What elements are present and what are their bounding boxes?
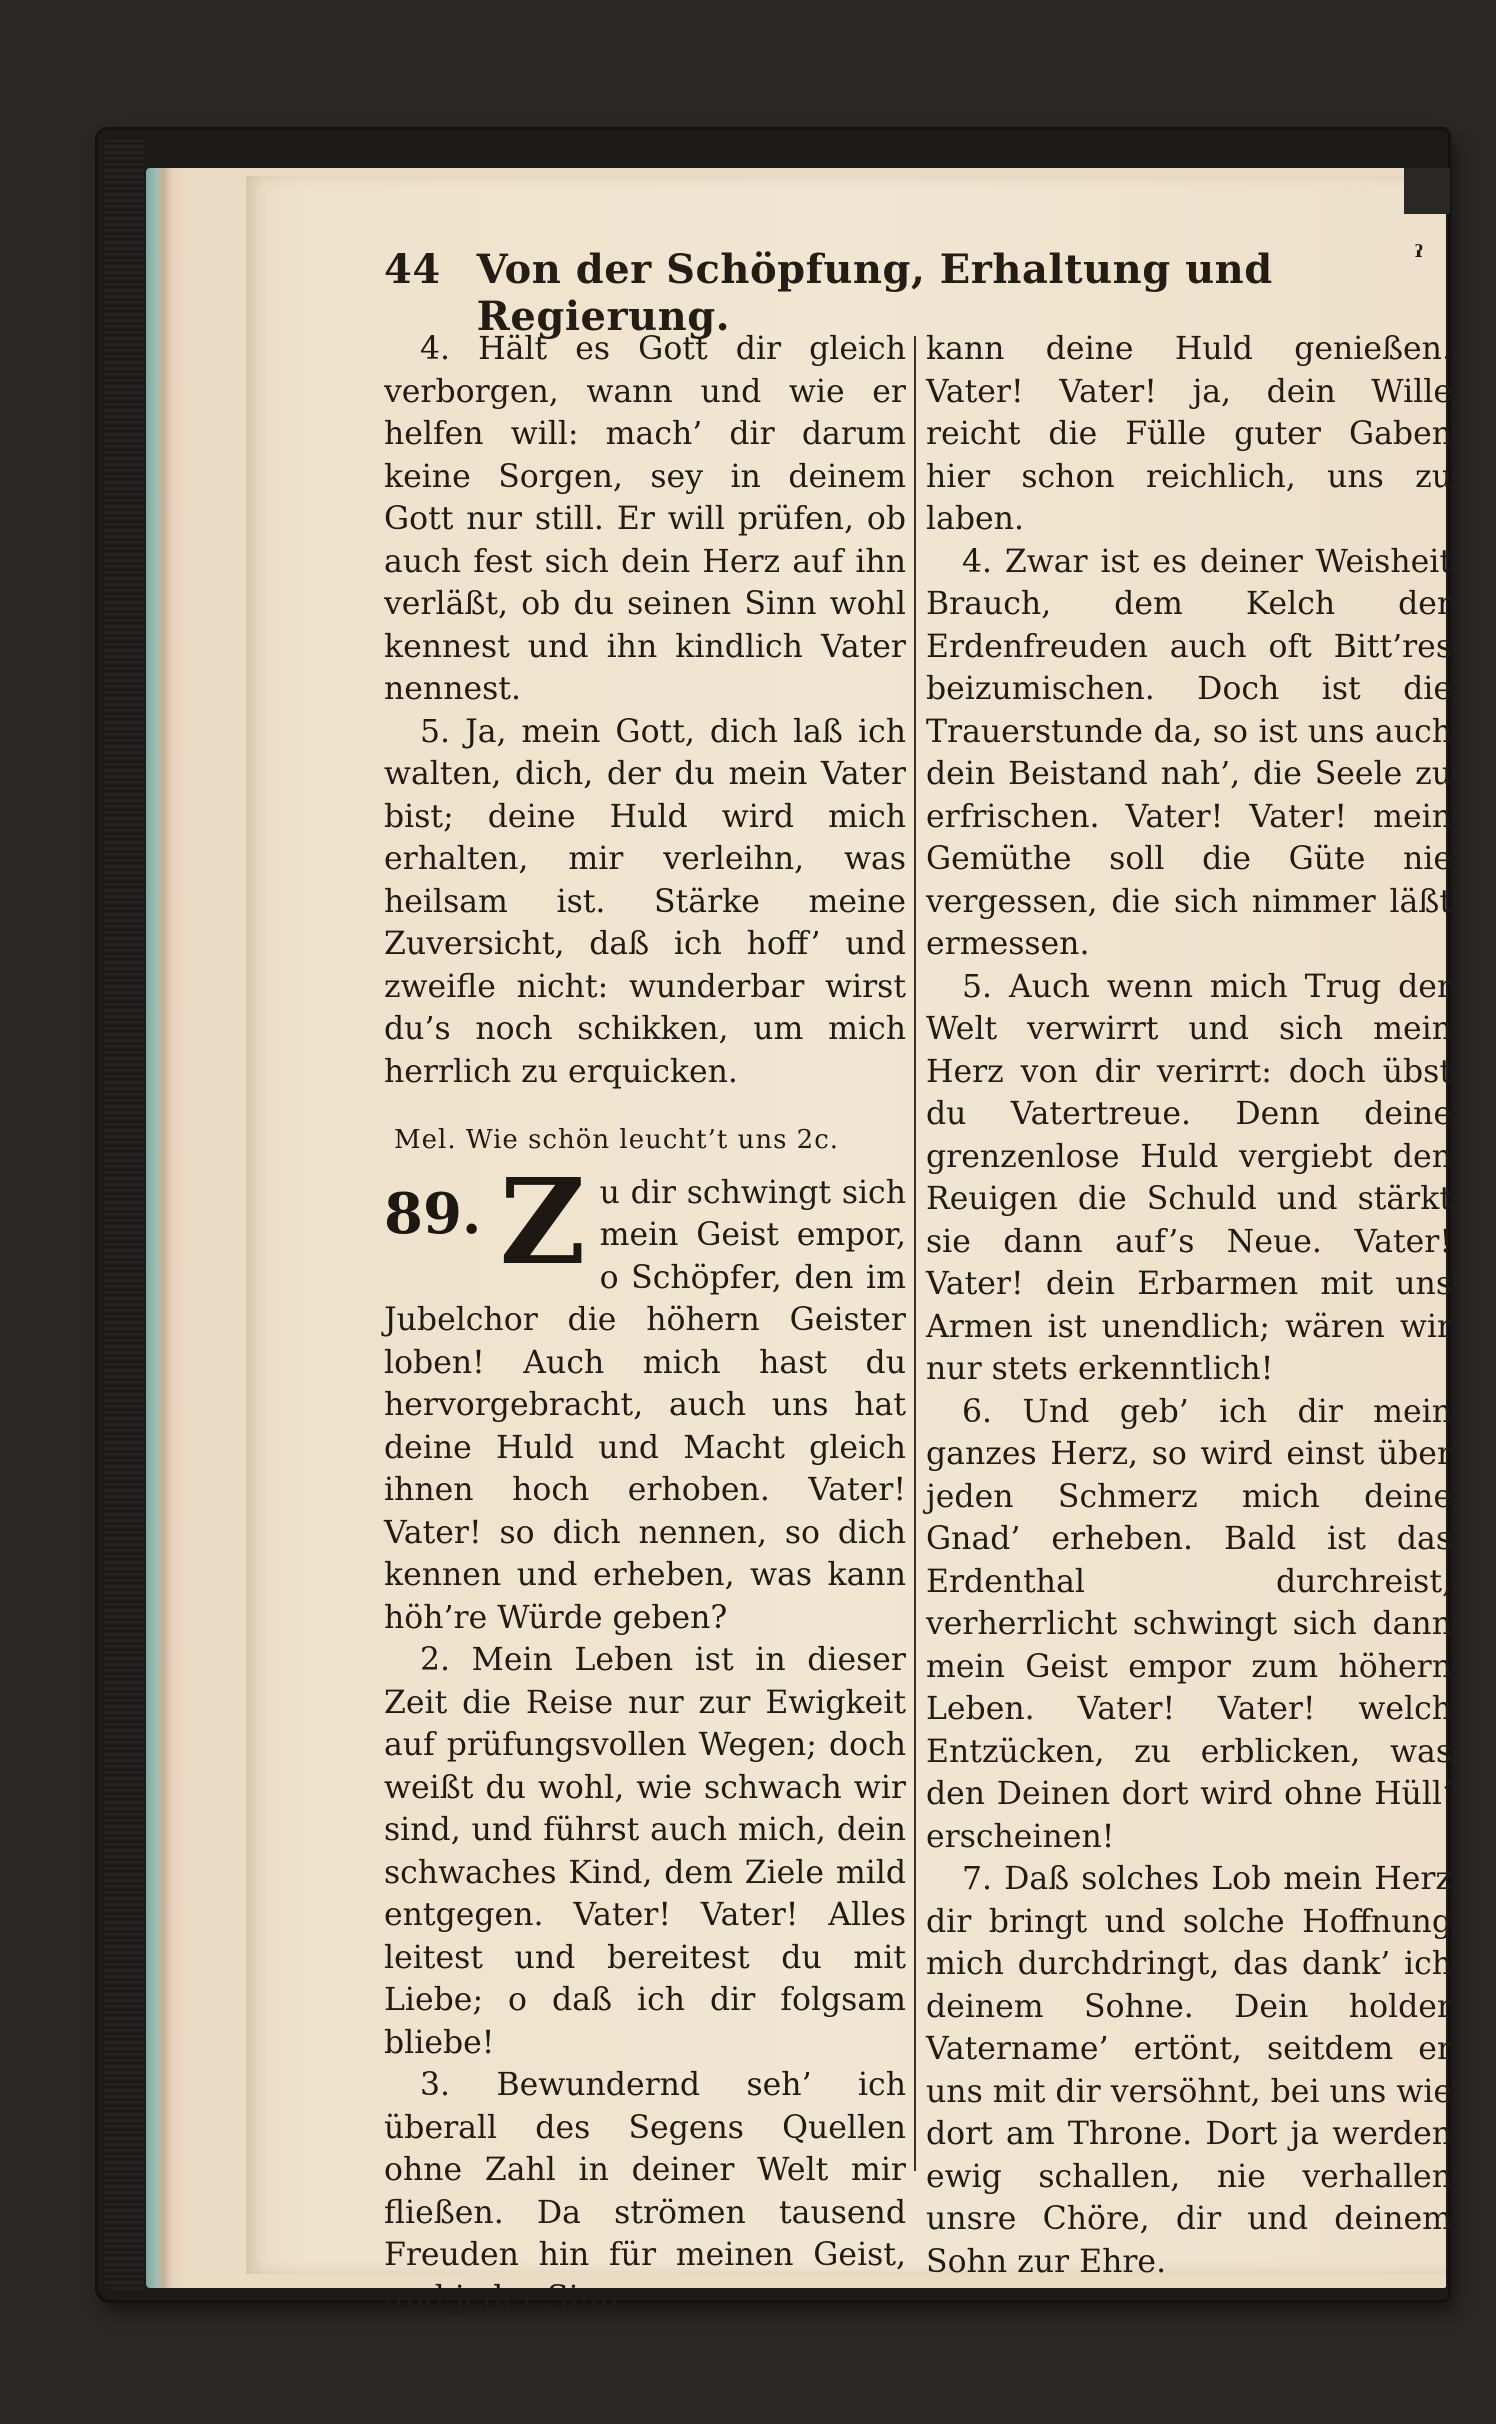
hymn-89-start — [384, 1151, 906, 1640]
melody-note: Mel. Wie schön leucht’t uns 2c. — [394, 1125, 840, 1155]
book-spine — [104, 140, 144, 2290]
page-title: Von der Schöpfung, Erhaltung und Regierung. — [476, 246, 1273, 340]
hymn-verse-6: 6. Und geb’ ich dir mein ganzes Herz, so wird einst über jeden Schmerz mich deine Gnad’ erheben. Bald ist das Erdenthal durchreist, verherrlicht schwingt sich dann mein Geist empor zum höhern Leben. Vater! Vater! welch Entzücken, zu erblicken, was den Deinen dort wird ohne Hüll’ erscheinen! — [926, 1393, 1452, 1855]
left-column — [384, 328, 906, 2319]
verse-4: 4. Hält es Gott dir gleich verborgen, wann und wie er helfen will: mach’ dir darum keine Sorgen, sey in deinem Gott nur still. Er will prüfen, ob auch fest sich dein Herz auf ihn verläßt, ob du seinen Sinn wohl kennest und ihn kindlich Vater nennest. — [384, 331, 906, 707]
hymn-verse-5: 5. Auch wenn mich Trug der Welt verwirrt und sich mein Herz von dir verirrt: doch übst du Vatertreue. Denn deine grenzenlose Huld vergiebt den Reuigen die Schuld und stärkt sie dann auf’s Neue. Vater! Vater! dein Erbarmen mit uns Armen ist unendlich; wären wir nur stets erkenntlich! — [926, 968, 1452, 1387]
page-corner-shadow — [1404, 168, 1450, 214]
hymn-number: 89. — [384, 1180, 482, 1247]
running-header — [384, 240, 1424, 340]
hymn-verse-3-end: kann deine Huld genießen. Vater! Vater! ja, dein Wille reicht die Fülle guter Gaben hier schon reichlich, uns zu laben. — [926, 331, 1452, 537]
header-mark: ˀ — [1414, 240, 1424, 275]
hymn-verse-1: u dir schwingt sich mein Geist empor, o Schöpfer, den im Jubelchor die höhern Geister loben! Auch mich hast du hervorgebracht, auch uns hat deine Huld und Macht gleich ihnen hoch erhoben. Vater! Vater! so dich nennen, so dich kennen und erheben, was kann höh’re Würde geben? — [384, 1174, 906, 1636]
right-column — [926, 328, 1452, 2283]
column-divider — [914, 336, 916, 2171]
drop-cap: Z — [499, 1151, 586, 1291]
hymn-verse-4: 4. Zwar ist es deiner Weisheit Brauch, dem Kelch der Erdenfreuden auch oft Bitt’res beizumischen. Doch ist die Trauerstunde da, so ist uns auch dein Beistand nah’, die Seele zu erfrischen. Vater! Vater! mein Gemüthe soll die Güte nie vergessen, die sich nimmer läßt ermessen. — [926, 543, 1452, 962]
page-number: 44 — [384, 246, 441, 293]
book-page — [246, 176, 1452, 2316]
verse-5: 5. Ja, mein Gott, dich laß ich walten, dich, der du mein Vater bist; deine Huld wird mich erhalten, mir verleihn, was heilsam ist. Stärke meine Zuversicht, daß ich hoff’ und zweifle nicht: wunderbar wirst du’s noch schikken, um mich herrlich zu erquicken. — [384, 713, 906, 1090]
hymn-verse-7: 7. Daß solches Lob mein Herz dir bringt und solche Hoffnung mich durchdringt, das dank’ ich deinem Sohne. Dein holder Vatername’ ertönt, seitdem er uns mit dir versöhnt, bei uns wie dort am Throne. Dort ja werden ewig schallen, nie verhallen unsre Chöre, dir und deinem Sohn zur Ehre. — [926, 1861, 1452, 2280]
hymn-verse-3-start: 3. Bewundernd seh’ ich überall des Segens Quellen ohne Zahl in deiner Welt mir fließen. Da strömen tausend Freuden hin für meinen Geist, und jeder Sinn — [384, 2067, 906, 2316]
hymn-verse-2: 2. Mein Leben ist in dieser Zeit die Reise nur zur Ewigkeit auf prüfungsvollen Wegen; doch weißt du wohl, wie schwach wir sind, und führst auch mich, dein schwaches Kind, dem Ziele mild entgegen. Vater! Vater! Alles leitest und bereitest du mit Liebe; o daß ich dir folgsam bliebe! — [384, 1642, 906, 2061]
